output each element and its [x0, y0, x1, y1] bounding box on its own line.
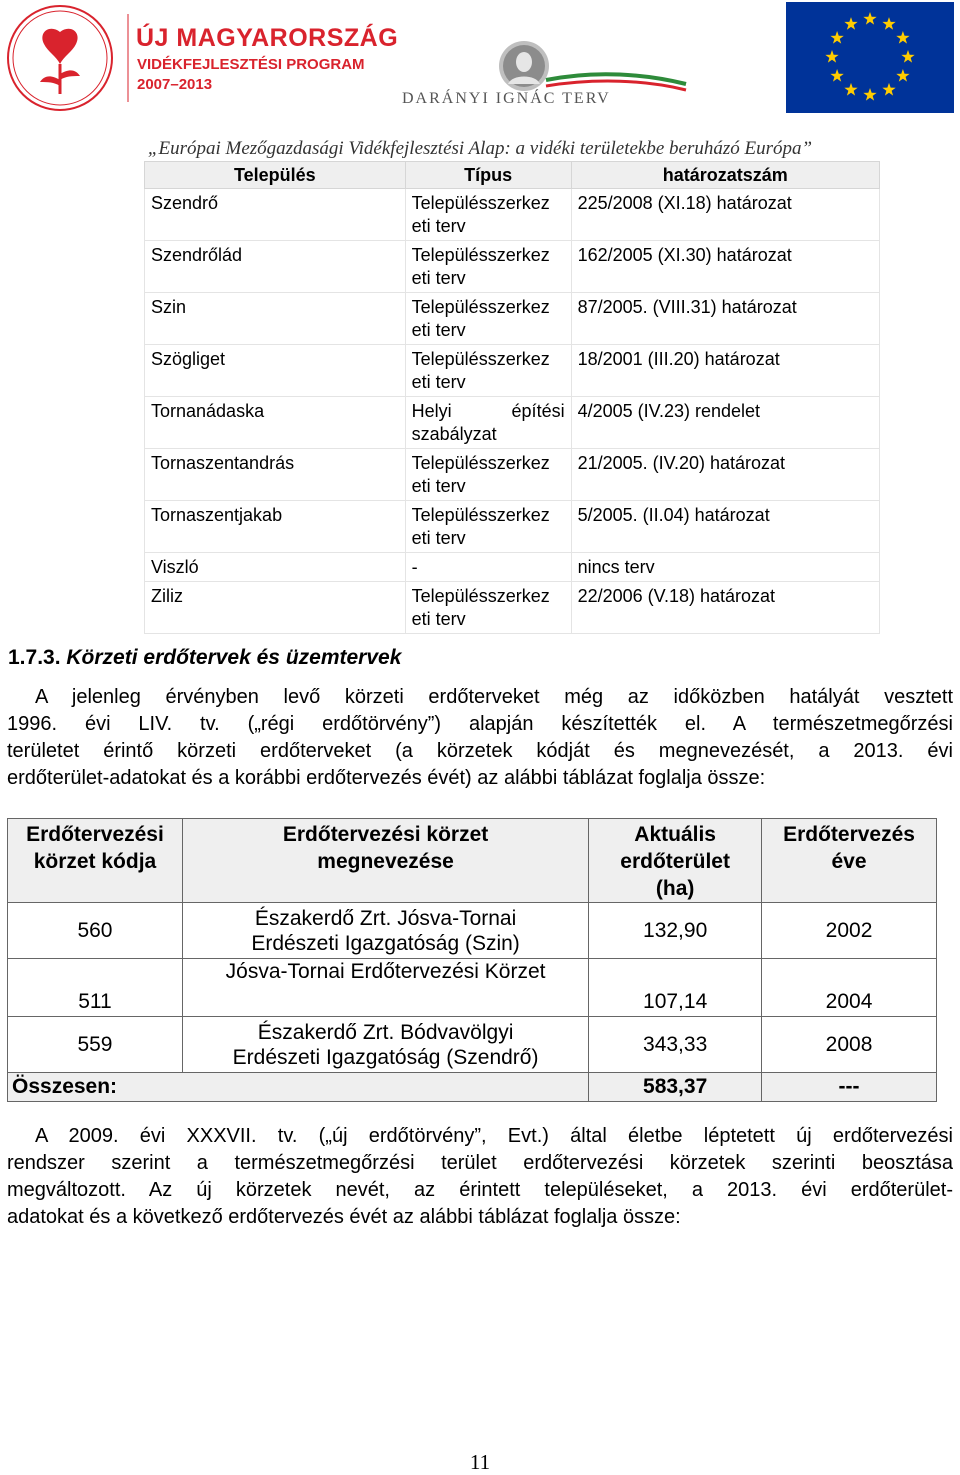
header-ev [762, 819, 937, 903]
resolution-number: 87/2005. (VIII.31) határozat [571, 293, 879, 345]
settlement-name: Szendrőlád [145, 241, 406, 293]
district-area: 343,33 [589, 1017, 762, 1073]
district-year: 2004 [762, 959, 937, 1017]
table-row [145, 501, 880, 553]
plan-type [405, 501, 571, 553]
plan-type-line: eti terv [411, 268, 466, 288]
settlement-name: Szögliget [145, 345, 406, 397]
plan-type-line: Településszerkez [411, 453, 550, 473]
plan-type [405, 449, 571, 501]
resolution-number: 21/2005. (IV.20) határozat [571, 449, 879, 501]
table-header-row [145, 162, 880, 189]
header-line: (ha) [655, 877, 695, 900]
paragraph-line: rendszer szerint a természetmegőrzési terület erdőtervezési körzetek szerinti beosztása [7, 1152, 953, 1174]
paragraph-line: megváltozott. Az új körzetek nevét, az érintett településeket, a 2013. évi erdőterület- [7, 1179, 953, 1201]
plan-type-line: Településszerkez [411, 349, 550, 369]
header-hatarozatszam: határozatszám [571, 162, 879, 189]
district-name-line: Északerdő Zrt. Jósva-Tornai [254, 906, 517, 930]
header-line: Erdőtervezési [26, 823, 164, 846]
settlement-plans-table [144, 161, 880, 634]
district-area: 107,14 [589, 959, 762, 1017]
resolution-number: nincs terv [571, 553, 879, 582]
resolution-number: 4/2005 (IV.23) rendelet [571, 397, 879, 449]
table-row [145, 293, 880, 345]
eu-flag [786, 2, 954, 113]
table-row [8, 903, 937, 959]
plan-type-line: Településszerkez [411, 245, 550, 265]
table-row [145, 553, 880, 582]
resolution-number: 162/2005 (XI.30) határozat [571, 241, 879, 293]
table-row [145, 345, 880, 397]
table-row [145, 241, 880, 293]
left-logo-title: ÚJ MAGYARORSZÁG [136, 24, 399, 52]
total-area: 583,37 [589, 1073, 762, 1102]
paragraph-1 [7, 684, 953, 792]
daranyi-portrait-icon [396, 40, 696, 96]
table-row [145, 189, 880, 241]
settlement-name: Viszló [145, 553, 406, 582]
left-logo-years: 2007–2013 [137, 76, 213, 93]
header-kod [8, 819, 183, 903]
settlement-name: Tornaszentandrás [145, 449, 406, 501]
header-line: körzet kódja [33, 850, 157, 873]
paragraph-line: 1996. évi LIV. tv. („régi erdőtörvény”) alapján készítették el. A természetmegőrzési [7, 713, 953, 735]
plan-type-line: - [411, 557, 418, 577]
district-code: 560 [8, 903, 183, 959]
section-number: 1.7.3. [8, 646, 61, 669]
header-line: Erdőtervezési körzet [282, 823, 489, 846]
header-tipus: Típus [405, 162, 571, 189]
plan-type-line: eti terv [411, 216, 466, 236]
resolution-number: 225/2008 (XI.18) határozat [571, 189, 879, 241]
paragraph-line: erdőterület-adatokat és a korábbi erdőtervezés évét) az alábbi táblázat foglalja össze: [7, 767, 766, 789]
plan-type-line: Településszerkez [411, 297, 550, 317]
eu-flag-icon [786, 2, 954, 113]
table-row [8, 959, 937, 1017]
district-name-line: Erdészeti Igazgatóság (Szendrő) [232, 1045, 539, 1069]
section-title-text: Körzeti erdőtervek és üzemtervek [66, 646, 402, 669]
left-logo-subtitle: VIDÉKFEJLESZTÉSI PROGRAM [137, 56, 365, 73]
header-megnevezes [182, 819, 588, 903]
district-area: 132,90 [589, 903, 762, 959]
table-row [145, 449, 880, 501]
forest-district-table [7, 818, 937, 1102]
district-name [182, 959, 588, 1017]
district-name-line: Jósva-Tornai Erdőtervezési Körzet [225, 960, 546, 983]
plan-type [405, 397, 571, 449]
header-line: Aktuális [634, 823, 716, 846]
total-row [8, 1073, 937, 1102]
district-year: 2008 [762, 1017, 937, 1073]
daranyi-ignac-terv-logo [396, 40, 696, 112]
district-name-line: Északerdő Zrt. Bódvavölgyi [257, 1020, 514, 1044]
page-number: 11 [469, 1450, 491, 1474]
paragraph-line: A jelenleg érvényben levő körzeti erdőterveket még az időközben hatályát vesztett [35, 686, 953, 708]
table-row [145, 397, 880, 449]
total-label: Összesen: [8, 1073, 589, 1102]
resolution-number: 5/2005. (II.04) határozat [571, 501, 879, 553]
district-code: 511 [8, 959, 183, 1017]
district-name [182, 903, 588, 959]
plan-type [405, 553, 571, 582]
header-telepules: Település [145, 162, 406, 189]
plan-type-line: Helyi építési [411, 401, 565, 421]
settlement-name: Szin [145, 293, 406, 345]
plan-type-line: eti terv [411, 320, 466, 340]
district-year: 2002 [762, 903, 937, 959]
settlement-name: Szendrő [145, 189, 406, 241]
settlement-name: Tornaszentjakab [145, 501, 406, 553]
plan-type-line: Településszerkez [411, 193, 550, 213]
table-row [8, 1017, 937, 1073]
plan-type [405, 293, 571, 345]
settlement-name: Tornanádaska [145, 397, 406, 449]
district-name [182, 1017, 588, 1073]
settlement-name: Ziliz [145, 582, 406, 634]
plan-type-line: eti terv [411, 476, 466, 496]
paragraph-line: A 2009. évi XXXVII. tv. („új erdőtörvény”, Evt.) által életbe léptetett új erdőtervezési [35, 1125, 953, 1147]
district-name-line: Erdészeti Igazgatóság (Szin) [251, 931, 520, 955]
district-code: 559 [8, 1017, 183, 1073]
plan-type-line: Településszerkez [411, 586, 550, 606]
section-title [8, 646, 401, 670]
header-line: éve [831, 850, 867, 873]
table-header-row [8, 819, 937, 903]
total-year: --- [762, 1073, 937, 1102]
paragraph-line: területet érintő körzeti erdőterveket (a körzetek kódját és megnevezését, a 2013. évi [7, 740, 953, 762]
page-header [0, 0, 960, 118]
resolution-number: 18/2001 (III.20) határozat [571, 345, 879, 397]
paragraph-line: adatokat és a következő erdőtervezés évét az alábbi táblázat foglalja össze: [7, 1206, 681, 1228]
plan-type [405, 189, 571, 241]
header-line: erdőterület [620, 850, 730, 873]
paragraph-2 [7, 1123, 953, 1231]
mid-logo-text: DARÁNYI IGNÁC TERV [402, 90, 611, 107]
plan-type [405, 241, 571, 293]
plan-type [405, 345, 571, 397]
plan-type [405, 582, 571, 634]
table-row [145, 582, 880, 634]
tagline: „Európai Mezőgazdasági Vidékfejlesztési Alap: a vidéki területekbe beruházó Európa” [147, 138, 813, 159]
header-line: megnevezése [317, 850, 454, 873]
resolution-number: 22/2006 (V.18) határozat [571, 582, 879, 634]
plan-type-line: eti terv [411, 372, 466, 392]
header-line: Erdőtervezés [783, 823, 915, 846]
header-erdoterulet [589, 819, 762, 903]
uj-magyarorszag-logo [4, 2, 399, 114]
plan-type-line: szabályzat [411, 424, 497, 444]
plan-type-line: eti terv [411, 528, 466, 548]
plan-type-line: eti terv [411, 609, 466, 629]
plan-type-line: Településszerkez [411, 505, 550, 525]
